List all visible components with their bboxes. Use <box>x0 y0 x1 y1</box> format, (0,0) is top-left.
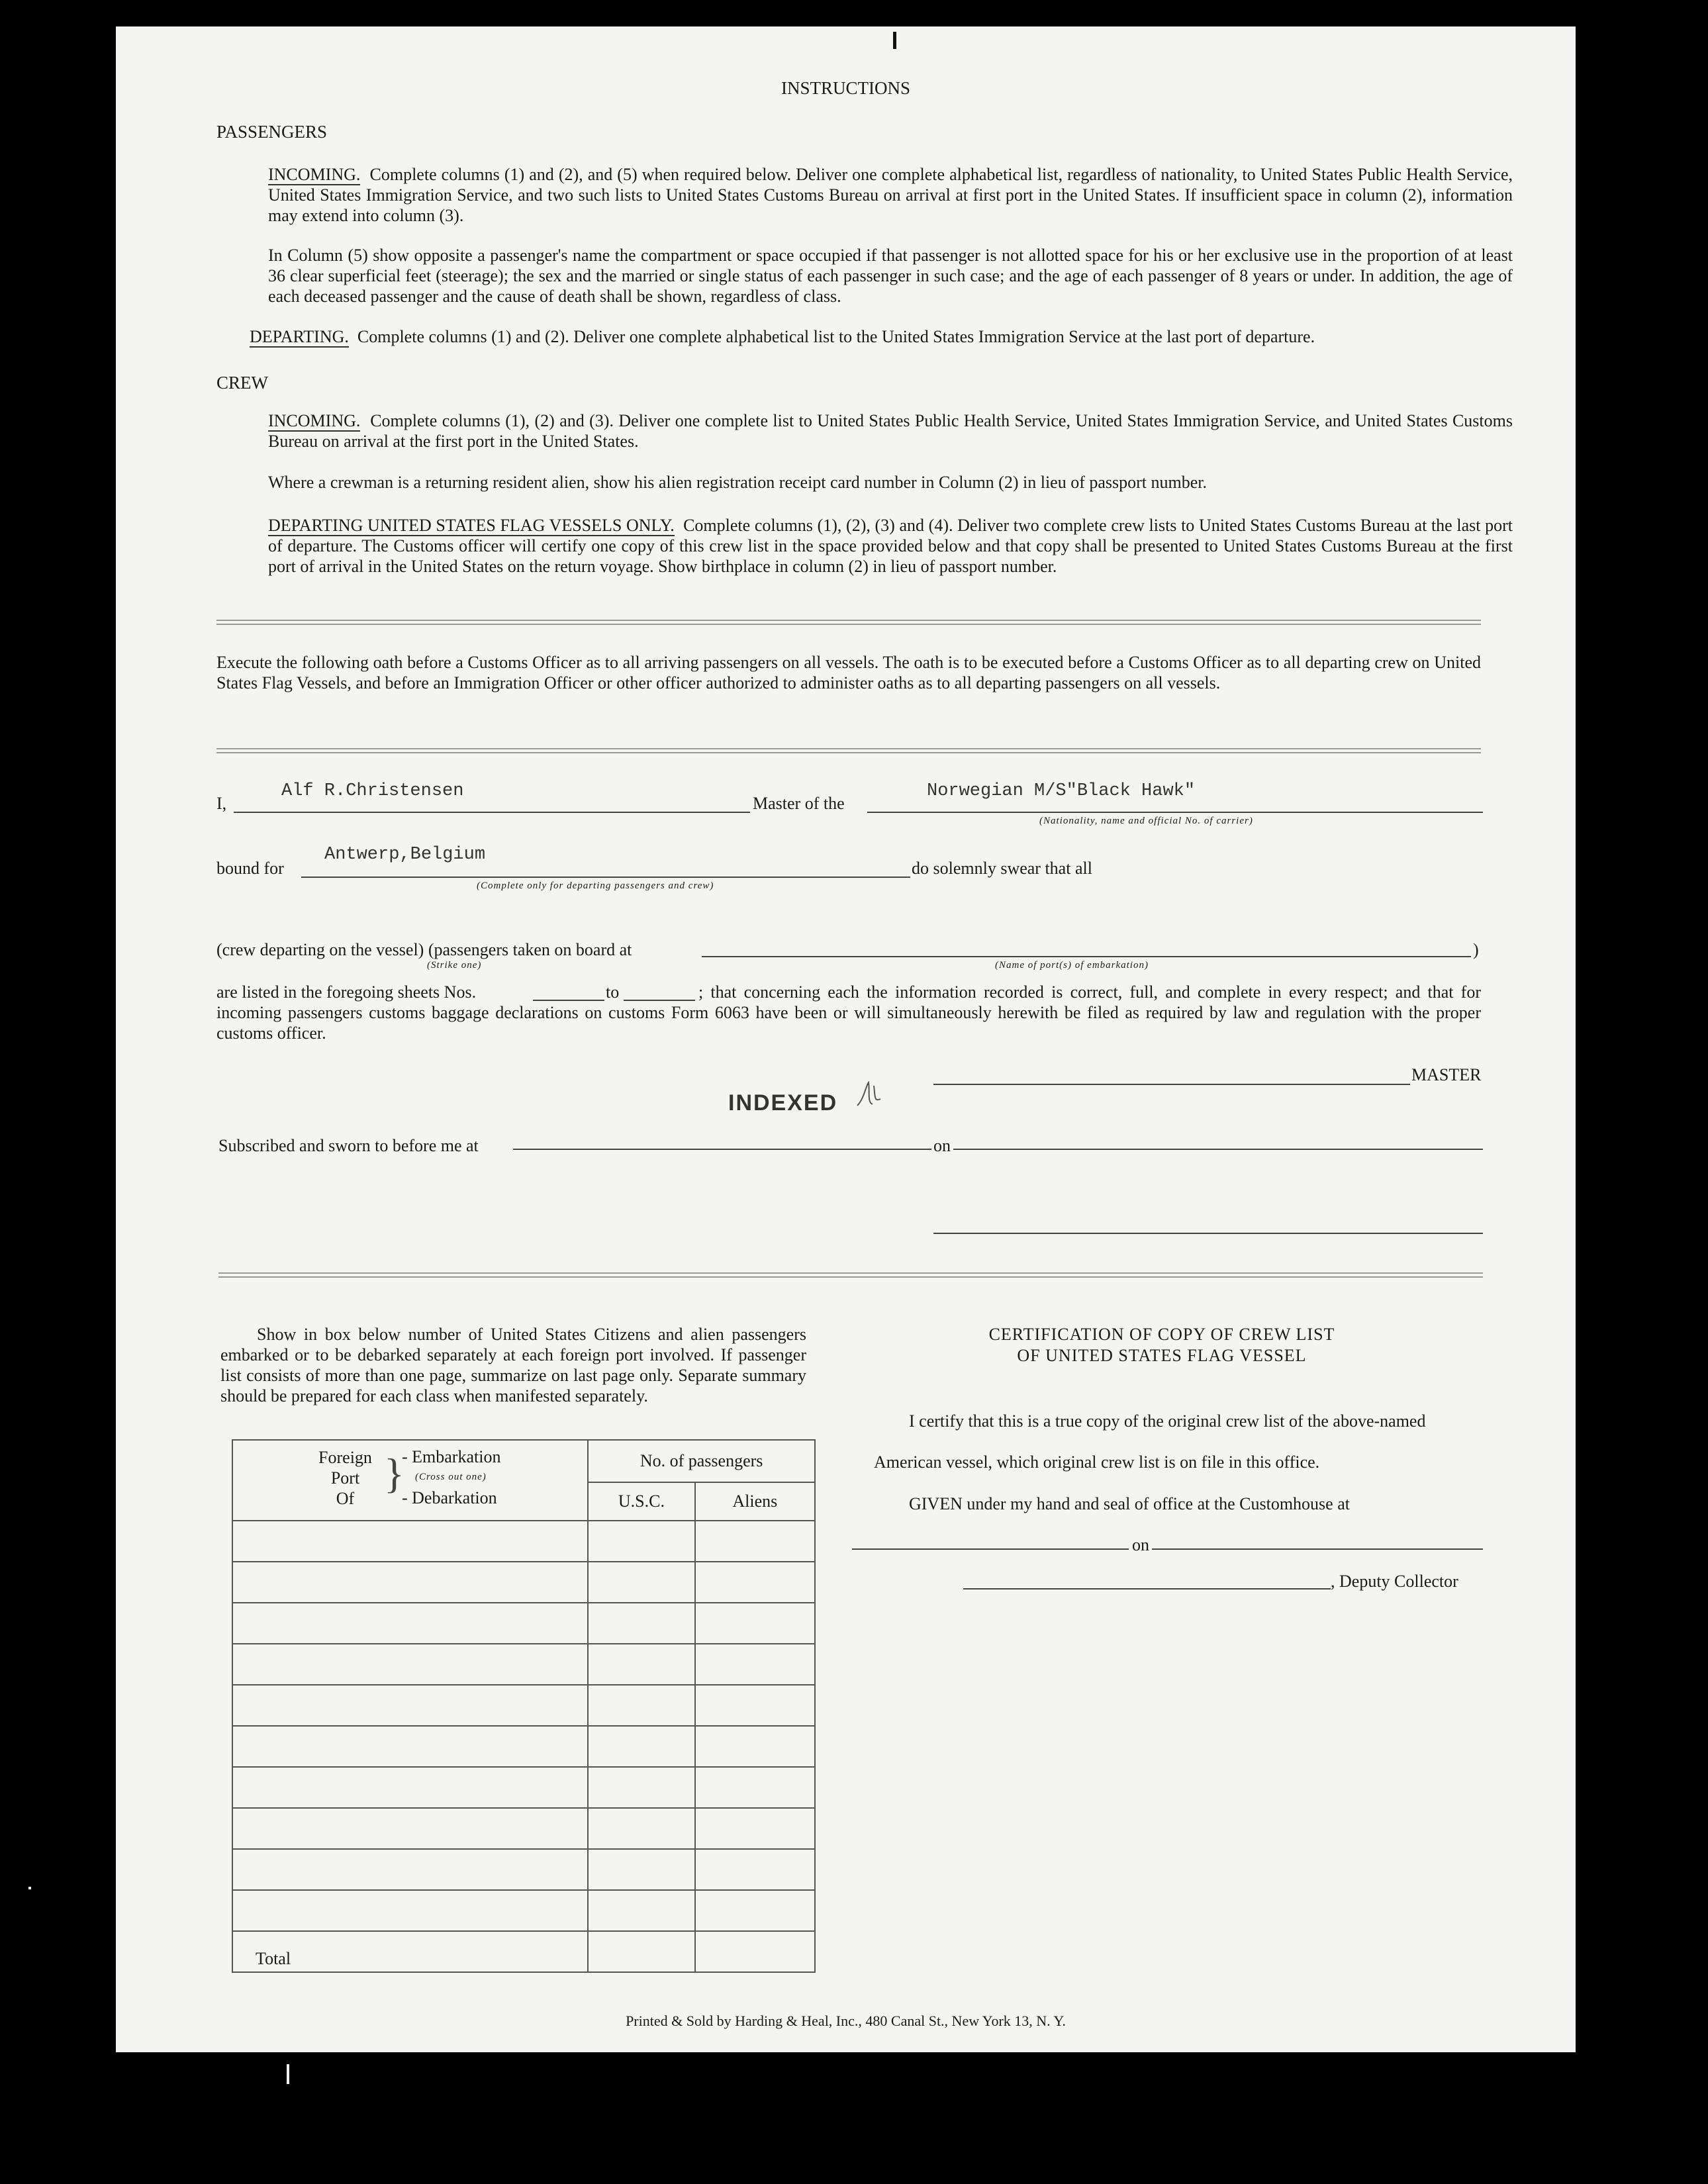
master-name-value[interactable]: Alf R.Christensen <box>281 781 464 801</box>
divider-3 <box>218 1272 1483 1278</box>
usc-cell[interactable] <box>588 1562 694 1603</box>
divider-1 <box>216 620 1481 625</box>
crew-passenger-choice: (crew departing on the vessel) (passengers taken on board at <box>216 940 632 959</box>
table-row <box>232 1562 815 1603</box>
certification-place-line <box>852 1548 1129 1550</box>
table-row <box>232 1644 815 1685</box>
table-row <box>232 1890 815 1931</box>
usc-cell[interactable] <box>588 1890 694 1931</box>
initials-mark <box>854 1079 887 1112</box>
certification-text3: GIVEN under my hand and seal of office at the Customhouse at <box>909 1494 1350 1513</box>
swear-text: do solemnly swear that all <box>912 859 1092 878</box>
usc-cell[interactable] <box>588 1685 694 1726</box>
subscribed-label: Subscribed and sworn to before me at <box>218 1136 479 1155</box>
port-embarkation-line <box>702 956 1471 957</box>
scan-speck <box>28 1887 31 1889</box>
passengers-title: PASSENGERS <box>216 122 328 142</box>
port-cell[interactable] <box>232 1685 588 1726</box>
master-signature-line <box>933 1084 1410 1085</box>
scan-speck <box>287 2064 289 2084</box>
oath-intro: Execute the following oath before a Customs Officer as to all arriving passengers on all vessels. The oath is to be executed before a Customs Officer as to all departing crew on United States Flag Vessels, and before an Immigration Officer or other officer authorized to administer oaths as to all departing passengers on all vessels. <box>216 653 1481 692</box>
crew-departing-text: Complete columns (1), (2), (3) and (4). Deliver two complete crew lists to United States Customs Bureau at the last port of departure. The Customs officer will certify one copy of this crew list in the space provided below and that copy shall be presented to United States Customs Bureau at the first port of arrival in the United States on the return voyage. Show birthplace in column (2) in lieu of passport number. <box>268 516 1513 576</box>
deputy-signature-line <box>963 1588 1331 1590</box>
aliens-cell[interactable] <box>695 1603 815 1644</box>
aliens-cell[interactable] <box>695 1767 815 1808</box>
officer-signature-line <box>933 1233 1483 1234</box>
passengers-column5-paragraph: In Column (5) show opposite a passenger's name the compartment or space occupied if that passenger is not allotted space for his or her exclusive use in the proportion of at least 36 clear superficial feet (steerage); the sex and the married or single status of each passenger in such case; and the age of each passenger of 8 years or under. In addition, the age of each deceased passenger and the cause of death shall be shown, regardless of class. <box>268 246 1513 306</box>
summary-intro: Show in box below number of United States Citizens and alien passengers embarked or to be debarked separately at each foreign port involved. If passenger list consists of more than one page, summarize on last page only. Separate summary should be prepared for each class when manifested separately. <box>220 1325 806 1405</box>
table-row <box>232 1603 815 1644</box>
table-row <box>232 1726 815 1767</box>
subscribed-place-line <box>513 1149 931 1150</box>
certification-title-line1: CERTIFICATION OF COPY OF CREW LIST <box>988 1325 1335 1344</box>
usc-cell[interactable] <box>588 1603 694 1644</box>
printer-footer: Printed & Sold by Harding & Heal, Inc., 480 Canal St., New York 13, N. Y. <box>626 2013 1066 2029</box>
port-caption: (Name of port(s) of embarkation) <box>995 960 1149 971</box>
aliens-cell[interactable] <box>695 1726 815 1767</box>
port-cell[interactable] <box>232 1521 588 1562</box>
usc-cell[interactable] <box>588 1644 694 1685</box>
usc-cell[interactable] <box>588 1808 694 1849</box>
aliens-cell[interactable] <box>695 1890 815 1931</box>
divider-2 <box>216 748 1481 753</box>
master-name-line <box>234 812 750 813</box>
passengers-departing-paragraph <box>250 326 1514 347</box>
bound-caption: (Complete only for departing passengers and crew) <box>477 880 714 891</box>
foreign-label: Foreign <box>318 1448 372 1467</box>
crew-departing-paragraph <box>268 515 1513 577</box>
total-row <box>232 1931 815 1972</box>
vessel-value[interactable]: Norwegian M/S"Black Hawk" <box>927 781 1196 801</box>
port-label: Port <box>330 1468 360 1488</box>
aliens-cell[interactable] <box>695 1808 815 1849</box>
instructions-heading: INSTRUCTIONS <box>781 78 910 98</box>
port-cell[interactable] <box>232 1644 588 1685</box>
port-cell[interactable] <box>232 1890 588 1931</box>
usc-cell[interactable] <box>588 1849 694 1890</box>
debarkation-label: - Debarkation <box>402 1488 497 1507</box>
port-cell[interactable] <box>232 1603 588 1644</box>
port-cell[interactable] <box>232 1808 588 1849</box>
form-sheet <box>116 26 1576 2052</box>
total-usc-cell[interactable] <box>588 1931 694 1972</box>
crew-title: CREW <box>216 373 268 393</box>
certification-text1: I certify that this is a true copy of the original crew list of the above-named <box>909 1411 1426 1431</box>
destination-line <box>301 877 910 878</box>
embarkation-label: - Embarkation <box>402 1447 501 1466</box>
total-label: Total <box>232 1931 588 1972</box>
usc-header: U.S.C. <box>588 1482 694 1521</box>
table-row <box>232 1808 815 1849</box>
strike-caption: (Strike one) <box>427 960 482 971</box>
table-row <box>232 1521 815 1562</box>
no-passengers-header: No. of passengers <box>588 1440 815 1482</box>
table-row <box>232 1685 815 1726</box>
usc-cell[interactable] <box>588 1726 694 1767</box>
usc-cell[interactable] <box>588 1767 694 1808</box>
certification-on-label: on <box>1132 1535 1149 1554</box>
listed-paragraph: ; that concerning each the information recorded is correct, full, and complete in every respect; and that for incoming passengers customs baggage declarations on customs Form 6063 have been or will simultaneously herewith be filed as required by law and regulation with the proper customs officer. <box>216 982 1481 1043</box>
subscribed-on-label: on <box>933 1136 951 1155</box>
crew-resident-paragraph: Where a crewman is a returning resident alien, show his alien registration receipt card number in Column (2) in lieu of passport number. <box>268 473 1208 492</box>
aliens-cell[interactable] <box>695 1562 815 1603</box>
aliens-cell[interactable] <box>695 1685 815 1726</box>
aliens-cell[interactable] <box>695 1644 815 1685</box>
port-cell[interactable] <box>232 1562 588 1603</box>
port-header-cell: Foreign Port Of } - Embarkation (Cross out one) - Debarkation <box>232 1440 588 1521</box>
oath-i-label: I, <box>216 794 227 813</box>
deputy-collector-label: , Deputy Collector <box>1331 1572 1458 1591</box>
subscribed-date-line <box>953 1149 1483 1150</box>
port-cell[interactable] <box>232 1849 588 1890</box>
passengers-incoming-paragraph <box>268 164 1513 226</box>
listed-label: are listed in the foregoing sheets Nos. <box>216 982 477 1002</box>
crew-incoming-text: Complete columns (1), (2) and (3). Deliver one complete list to United States Public Health Service, United States Immigration Service, and United States Customs Bureau on arrival at the first port in the United States. <box>268 411 1513 451</box>
aliens-header: Aliens <box>695 1482 815 1521</box>
port-cell[interactable] <box>232 1726 588 1767</box>
table-row <box>232 1767 815 1808</box>
port-cell[interactable] <box>232 1767 588 1808</box>
crew-departing-label: DEPARTING UNITED STATES FLAG VESSELS ONLY. <box>268 516 675 535</box>
aliens-cell[interactable] <box>695 1521 815 1562</box>
crew-incoming-label: INCOMING. <box>268 411 361 430</box>
passengers-departing-label: DEPARTING. <box>250 327 349 346</box>
vessel-caption: (Nationality, name and official No. of carrier) <box>1039 816 1253 826</box>
bound-for-label: bound for <box>216 859 284 878</box>
aliens-cell[interactable] <box>695 1849 815 1890</box>
scan-speck <box>893 32 896 49</box>
passengers-incoming-text: Complete columns (1) and (2), and (5) when required below. Deliver one complete alphabetical list, regardless of nationality, to United States Public Health Service, United States Immigration Service, and two such lists to United States Customs Bureau on arrival at first port in the United States. If insufficient space in column (2), information may extend into column (3). <box>268 165 1513 225</box>
certification-text2: American vessel, which original crew list is on file in this office. <box>874 1452 1320 1472</box>
vessel-line <box>867 812 1483 813</box>
usc-cell[interactable] <box>588 1521 694 1562</box>
passengers-departing-text: Complete columns (1) and (2). Deliver one complete alphabetical list to the United States Immigration Service at the last port of departure. <box>357 327 1315 346</box>
cross-out-label: (Cross out one) <box>415 1472 487 1482</box>
master-of-label: Master of the <box>753 794 845 813</box>
passengers-incoming-label: INCOMING. <box>268 165 361 184</box>
table-row <box>232 1849 815 1890</box>
total-aliens-cell[interactable] <box>695 1931 815 1972</box>
listed-to-label: to <box>606 982 620 1002</box>
indexed-stamp: INDEXED <box>728 1090 838 1116</box>
certification-title-line2: OF UNITED STATES FLAG VESSEL <box>1017 1346 1307 1365</box>
of-label: Of <box>336 1489 355 1508</box>
close-paren: ) <box>1473 940 1479 959</box>
crew-incoming-paragraph <box>268 410 1513 451</box>
passenger-summary-table <box>232 1439 816 1973</box>
master-label: MASTER <box>1411 1065 1482 1084</box>
destination-value[interactable]: Antwerp,Belgium <box>324 845 486 865</box>
certification-date-line <box>1152 1548 1483 1550</box>
